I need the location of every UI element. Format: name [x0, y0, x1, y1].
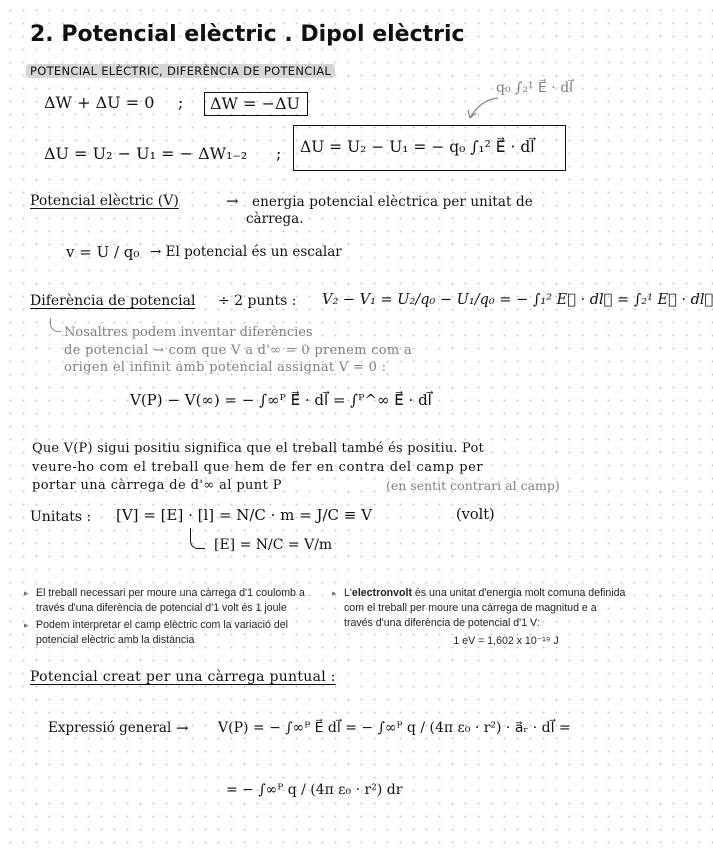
equation-delta-u: ΔU = U₂ − U₁ = − ΔW₁₋₂	[44, 144, 248, 163]
explanation-line3-gray: (en sentit contrari al camp)	[386, 478, 560, 493]
boxed-equation-delta-u-text: ΔU = U₂ − U₁ = − q₀ ∫₁² E⃗ · dl⃗	[300, 138, 535, 156]
bullet-arrow-icon: ▸	[24, 620, 29, 630]
description-potential-line2: càrrega.	[246, 211, 304, 227]
bullet-ev-rest: és una unitat d'energia molt comuna definida com el treball per moure una càrrega de magnitud e a través d'una diferència de potencial d'1 V:	[344, 587, 626, 629]
formula-general-expression-2: = − ∫∞ᴾ q / (4π ε₀ · r²) dr	[226, 782, 403, 798]
description-potential-line1: energia potencial elèctrica per unitat de	[252, 194, 533, 210]
bullet-ev-bold: electronvolt	[351, 587, 412, 599]
units-label: Unitats :	[30, 509, 92, 525]
note-scalar: → El potencial és un escalar	[150, 244, 342, 260]
formula-potential-definition: v = U / q₀	[66, 243, 140, 261]
label-general-expression: Expressió general	[48, 720, 172, 736]
bullet-field-interpretation	[24, 618, 316, 648]
boxed-equation-work	[204, 92, 308, 116]
label-potential-difference: Diferència de potencial	[30, 293, 196, 309]
units-volt: (volt)	[456, 507, 495, 523]
units-formula: [V] = [E] · [l] = N/C · m = J/C ≡ V	[116, 506, 372, 524]
boxed-equation-work-text: ΔW = −ΔU	[210, 94, 301, 113]
page-title: 2. Potencial elèctric . Dipol elèctric	[30, 22, 465, 47]
label-two-points: ÷ 2 punts :	[218, 293, 297, 309]
arrow-general-expression: →	[176, 719, 189, 737]
bullet-arrow-icon: ▸	[24, 588, 29, 598]
note-brace	[50, 318, 61, 332]
arrow-potential: →	[226, 192, 239, 210]
label-electric-potential: Potencial elèctric (V)	[30, 193, 179, 209]
equation-separator-2: ;	[276, 144, 282, 163]
units-brace	[190, 528, 205, 549]
bullet-joule	[24, 586, 316, 616]
bullet-electronvolt	[332, 586, 628, 649]
bullet-ev-prefix: L'	[344, 587, 352, 599]
note-line3: origen el infinit amb potencial assignat V = 0 :	[64, 360, 387, 375]
annotation-arrow-icon	[462, 94, 502, 122]
explanation-line2: veure-ho com el treball que hem de fer en contra del camp per	[32, 460, 484, 475]
explanation-line3: portar una càrrega de d'∞ al punt P	[32, 478, 282, 493]
bullet-ev-equation: 1 eV = 1,602 x 10⁻¹⁹ J	[453, 635, 559, 647]
bullet-arrow-icon: ▸	[332, 588, 337, 598]
note-line1: Nosaltres podem inventar diferències	[64, 325, 313, 340]
boxed-equation-delta-u	[293, 125, 566, 171]
heading-highlight: POTENCIAL ELÈCTRIC, DIFERÈNCIA DE POTENCIAL	[26, 64, 335, 78]
bullet-joule-text: El treball necessari per moure una càrrega d'1 coulomb a través d'una diferència de potencial d'1 volt és 1 joule	[36, 587, 305, 614]
formula-general-expression: V(P) = − ∫∞ᴾ E⃗ dl⃗ = − ∫∞ᴾ q / (4π ε₀ · r²) · a⃗ᵣ · dl⃗ =	[218, 720, 571, 736]
units-field: [E] = N/C = V/m	[214, 537, 333, 553]
formula-potential-difference: V₂ − V₁ = U₂/q₀ − U₁/q₀ = − ∫₁² E⃗ · dl⃗ = ∫₂¹ E⃗ · dl⃗	[322, 292, 713, 308]
note-line2: de potencial → com que V a d'∞ = 0 prenem com a	[64, 343, 413, 358]
formula-potential-at-point: V(P) − V(∞) = − ∫∞ᴾ E⃗ · dl⃗ = ∫ᴾ^∞ E⃗ · dl⃗	[130, 391, 432, 409]
equation-energy-conservation: ΔW + ΔU = 0	[44, 93, 155, 112]
equation-separator: ;	[178, 93, 184, 112]
annotation-integral: q₀ ∫₂¹ E⃗ · dl⃗	[496, 80, 574, 96]
section-heading-potential	[26, 64, 335, 78]
explanation-line1: Que V(P) sigui positiu significa que el treball també és positiu. Pot	[32, 441, 484, 456]
bullet-field-text: Podem interpretar el camp elèctric com la variació del potencial elèctric amb la distància	[36, 619, 288, 646]
label-point-charge-potential: Potencial creat per una càrrega puntual :	[30, 669, 336, 685]
